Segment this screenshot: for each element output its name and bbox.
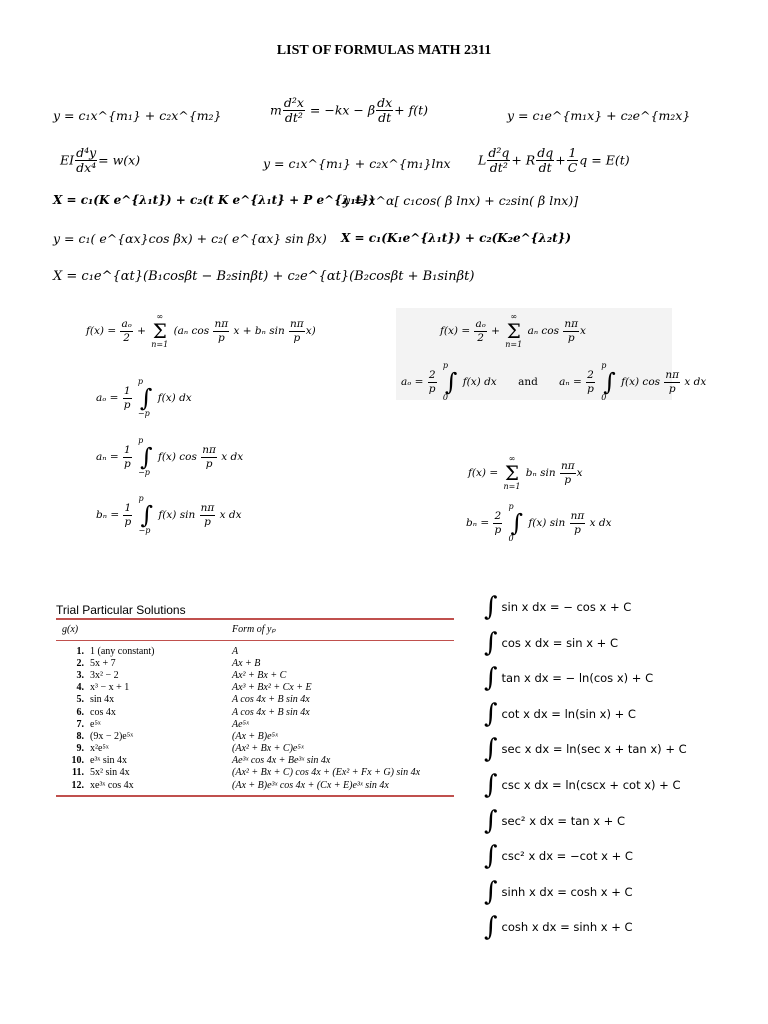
table-row <box>56 755 454 767</box>
table-cell-gx <box>56 755 232 766</box>
formula-term: f(x) cos <box>621 376 661 388</box>
row-number: 11. <box>72 767 84 779</box>
fraction <box>428 369 437 394</box>
formula-lrc-circuit <box>478 146 630 176</box>
numerator: nπ <box>202 444 216 457</box>
gx-value: 5x² sin 4x <box>90 767 130 779</box>
row-number: 9. <box>76 743 84 755</box>
integral-icon: ∫ <box>484 876 498 907</box>
row-number: 12. <box>71 779 84 791</box>
cosine-series: f(x) = $\frac{\text{aₒ}}{2}$ + ∞ Σ n=1 aₙ cos $\frac{n\pi}{p}$ x <box>440 312 586 349</box>
integral-icon: ∫ <box>484 770 498 800</box>
integral <box>601 362 616 402</box>
table-row <box>56 730 454 742</box>
row-number: 6. <box>76 706 84 718</box>
fraction <box>213 318 229 343</box>
integral <box>139 495 154 535</box>
table-row <box>56 706 454 718</box>
denominator: p <box>587 382 594 395</box>
numerator: 2 <box>494 510 502 523</box>
cosine-coefficients <box>401 362 706 402</box>
integral-icon: ∫ <box>484 698 498 729</box>
formula-term: aₒ = <box>401 376 424 388</box>
denominator: p <box>494 523 502 536</box>
sum-lower: n=1 <box>505 340 523 349</box>
table-cell-gx <box>56 670 232 681</box>
integral <box>509 503 524 543</box>
gx-value: sin 4x <box>90 694 115 706</box>
table-body <box>56 641 454 795</box>
row-number: 7. <box>76 718 84 730</box>
formula-term: bₙ sin <box>525 467 556 479</box>
formula-term: x <box>580 325 586 337</box>
fraction <box>493 510 502 535</box>
sum-lower: n=1 <box>151 340 169 349</box>
numerator: nπ <box>560 460 575 473</box>
numerator: d²q <box>488 145 510 160</box>
table-cell-yp: (Ax + B)e³ˣ cos 4x + (Cx + E)e³ˣ sin 4x <box>232 779 389 791</box>
formula-term: f(x) dx <box>462 376 497 388</box>
formula-term: x <box>576 467 583 479</box>
integral-icon: ∫ <box>603 368 616 396</box>
denominator: p <box>567 331 575 344</box>
denominator: dx⁴ <box>76 160 97 176</box>
denominator: 2 <box>123 331 130 344</box>
formula-system-distinct: X = c₁(K₁e^{λ₁t}) + c₂(K₂e^{λ₂t}) <box>341 231 572 245</box>
row-number: 8. <box>76 730 84 742</box>
integral-icon: ∫ <box>140 501 154 529</box>
fraction <box>123 385 132 410</box>
formula-term: = −kx − β <box>309 102 376 118</box>
table-cell-gx <box>56 682 232 693</box>
formula-term: + <box>555 152 566 168</box>
sum-upper: ∞ <box>508 454 516 463</box>
numerator: d⁴y <box>76 145 97 160</box>
numerator: nπ <box>214 318 229 331</box>
sigma-icon: Σ <box>152 319 167 343</box>
fraction <box>664 369 680 394</box>
integral-text: tan x dx = − ln(cos x) + C <box>501 671 654 686</box>
formula-term: EI <box>60 152 75 168</box>
formula-term: aₙ cos <box>527 325 560 337</box>
integral-icon: ∫ <box>444 368 458 396</box>
formula-term: + R <box>511 152 536 168</box>
integral-upper: p <box>137 377 143 386</box>
table-cell-yp: A cos 4x + B sin 4x <box>232 694 310 706</box>
fraction <box>75 146 97 176</box>
and-label: and <box>518 376 538 388</box>
integral-formula <box>484 628 618 658</box>
table-cell-yp: A <box>232 645 239 657</box>
integral-formula <box>484 592 631 622</box>
formula-term: f(x) sin <box>158 509 196 521</box>
integral-text: sec² x dx = tan x + C <box>501 813 625 828</box>
formula-term: = w(x) <box>98 152 141 168</box>
integral-lower: 0 <box>508 534 514 543</box>
denominator: p <box>204 515 211 528</box>
table-row <box>56 645 454 657</box>
table-row <box>56 779 454 791</box>
row-number: 10. <box>71 755 84 767</box>
numerator: 2 <box>587 369 594 382</box>
integral-text: csc² x dx = −cot x + C <box>501 849 633 864</box>
formula-repeated-root: y = c₁x^{m₁} + c₂x^{m₁}lnx <box>263 156 451 171</box>
table-cell-gx <box>56 719 232 730</box>
formula-term: x dx <box>219 509 242 521</box>
table-cell-gx <box>56 694 232 705</box>
denominator: p <box>124 457 131 470</box>
gx-value: cos 4x <box>90 706 116 718</box>
denominator: 2 <box>477 331 484 344</box>
table-cell-gx <box>56 731 232 742</box>
formula-beam <box>60 146 140 176</box>
table-rule <box>56 795 454 797</box>
row-number: 3. <box>76 669 84 681</box>
integral-text: sec x dx = ln(sec x + tan x) + C <box>501 742 687 757</box>
formula-system-complex: X = c₁e^{αt}(B₁cosβt − B₂sinβt) + c₂e^{αt}(B₂cosβt + B₁sinβt) <box>53 269 475 284</box>
fraction <box>123 502 132 527</box>
fraction <box>563 318 579 343</box>
fraction <box>560 460 576 485</box>
fraction <box>120 318 132 343</box>
formula-term: f(x) = <box>86 325 117 337</box>
fraction <box>289 318 305 343</box>
gx-value: e⁵ˣ <box>90 718 101 730</box>
gx-value: 5x + 7 <box>90 657 116 669</box>
formula-term: (aₙ cos <box>173 325 210 337</box>
formula-term: x dx <box>221 451 244 463</box>
formula-complex-roots: y = c₁( e^{αx}cos βx) + c₂( e^{αx} sin βx) <box>53 231 327 246</box>
formula-term: bₙ = <box>96 509 120 521</box>
integral-upper: p <box>508 502 514 511</box>
integral-icon: ∫ <box>140 443 153 471</box>
numerator: nπ <box>665 369 680 382</box>
numerator: 1 <box>568 145 577 160</box>
table-cell-gx <box>56 743 232 754</box>
table-cell-gx <box>56 646 232 657</box>
integral <box>443 362 458 402</box>
fourier-series-full: f(x) = $\frac{\text{aₒ}}{2}$ + ∞ Σ n=1 (aₙ cos $\frac{n\pi}{p}$ x + bₙ sin $\frac{n\pi}{p}$ x) <box>86 312 316 349</box>
formula-term: m <box>270 102 282 118</box>
denominator: p <box>668 382 676 395</box>
integral-text: cot x dx = ln(sin x) + C <box>501 706 636 721</box>
integral-icon: ∫ <box>139 384 153 412</box>
table-cell-gx <box>56 780 232 791</box>
gx-value: x³ − x + 1 <box>90 682 130 694</box>
trial-solutions-table <box>56 618 454 797</box>
numerator: 1 <box>123 385 131 398</box>
denominator: p <box>205 457 213 470</box>
table-cell-gx <box>56 767 232 778</box>
formula-term: + f(t) <box>394 102 429 118</box>
denominator: C <box>567 160 578 176</box>
table-row <box>56 718 454 730</box>
formula-term: f(x) = <box>440 325 471 337</box>
fourier-an <box>96 437 243 477</box>
formula-term: f(x) cos <box>157 451 197 463</box>
denominator: dt <box>378 110 392 126</box>
formula-term: x) <box>305 325 316 337</box>
row-number: 1. <box>76 645 84 657</box>
numerator: aₒ <box>475 318 486 331</box>
formula-cauchy-complex: y = x^α[ c₁cos( β lnx) + c₂sin( β lnx)] <box>343 193 579 208</box>
formula-term: L <box>478 152 487 168</box>
row-number: 4. <box>76 682 84 694</box>
integral-lower: −p <box>138 468 150 477</box>
sum-upper: ∞ <box>510 312 518 321</box>
summation <box>505 313 522 349</box>
integral-icon: ∫ <box>484 912 498 943</box>
numerator: 2 <box>428 369 436 382</box>
table-row <box>56 743 454 755</box>
denominator: p <box>217 331 225 344</box>
integral-formula <box>484 877 633 907</box>
formula-term: f(x) dx <box>157 392 192 404</box>
fraction <box>474 318 486 343</box>
integral-icon: ∫ <box>510 509 524 537</box>
table-cell-yp: Ax² + Bx + C <box>232 669 287 681</box>
integral-text: csc x dx = ln(cscx + cot x) + C <box>501 778 681 792</box>
fraction <box>536 146 554 176</box>
table-cell-gx <box>56 658 232 669</box>
denominator: p <box>124 515 132 528</box>
numerator: nπ <box>200 502 215 515</box>
denominator: p <box>428 382 436 395</box>
summation <box>151 313 168 349</box>
integral <box>138 378 153 418</box>
integral-formula <box>484 806 625 836</box>
integral-upper: p <box>442 361 448 370</box>
integral-icon: ∫ <box>484 841 498 872</box>
table-row <box>56 657 454 669</box>
numerator: 1 <box>124 444 131 457</box>
table-cell-yp: (Ax² + Bx + C) cos 4x + (Ex² + Fx + G) sin 4x <box>232 767 421 779</box>
formula-term: f(x) sin <box>528 517 566 529</box>
formula-term: bₙ = <box>466 517 490 529</box>
integral-formula <box>484 770 681 800</box>
table-cell-yp: (Ax + B)e⁵ˣ <box>232 730 278 742</box>
table-cell-yp: Ax + B <box>232 657 261 669</box>
integral-icon: ∫ <box>484 805 498 836</box>
fraction <box>586 369 595 394</box>
table-cell-yp: (Ax² + Bx + C)e⁵ˣ <box>232 743 304 755</box>
integral-formula <box>484 663 653 693</box>
denominator: p <box>564 473 572 486</box>
sine-coefficient <box>466 503 612 543</box>
summation <box>503 455 520 491</box>
formula-term: x + bₙ sin <box>233 325 285 337</box>
integral-upper: p <box>138 436 144 445</box>
formula-term: x dx <box>684 376 707 388</box>
formula-term: x dx <box>589 517 612 529</box>
table-row <box>56 669 454 681</box>
formula-term: aₙ = <box>559 376 582 388</box>
formula-system-repeated: X = c₁(K e^{λ₁t}) + c₂(t K e^{λ₁t} + P e^{λ₁t}) <box>53 193 375 207</box>
denominator: p <box>293 331 301 344</box>
row-number: 5. <box>76 694 84 706</box>
table-cell-gx <box>56 707 232 718</box>
numerator: nπ <box>290 318 304 331</box>
numerator: dx <box>377 95 393 110</box>
table-cell-yp: Ax³ + Bx² + Cx + E <box>232 682 312 694</box>
column-header-yp: Form of yₚ <box>232 624 276 635</box>
numerator: aₒ <box>121 318 132 331</box>
formula-term: aₒ = <box>96 392 119 404</box>
page-title: LIST OF FORMULAS MATH 2311 <box>276 43 492 58</box>
formula-term: f(x) = <box>468 467 499 479</box>
fourier-bn <box>96 495 242 535</box>
fraction <box>283 96 305 126</box>
formula-spring-mass <box>270 96 428 126</box>
integral <box>138 437 153 477</box>
denominator: dt² <box>489 160 508 176</box>
integral-lower: −p <box>137 409 150 418</box>
formula-term: q = E(t) <box>579 152 630 168</box>
integral-upper: p <box>601 361 607 370</box>
denominator: dt <box>538 160 552 176</box>
gx-value: 3x² − 2 <box>90 669 119 681</box>
gx-value: xe³ˣ cos 4x <box>90 779 134 791</box>
sigma-icon: Σ <box>504 461 520 485</box>
fraction <box>487 146 510 176</box>
table-row <box>56 682 454 694</box>
table-cell-yp: A cos 4x + B sin 4x <box>232 706 310 718</box>
sum-upper: ∞ <box>156 312 164 321</box>
numerator: nπ <box>570 510 585 523</box>
integral-text: cos x dx = sin x + C <box>501 635 618 650</box>
integral-upper: p <box>138 494 144 503</box>
fraction <box>200 502 216 527</box>
fraction <box>570 510 586 535</box>
sum-lower: n=1 <box>503 482 521 491</box>
fraction <box>567 146 579 176</box>
integral-text: cosh x dx = sinh x + C <box>501 920 633 935</box>
table-cell-yp: Ae³ˣ cos 4x + Be³ˣ sin 4x <box>232 755 331 767</box>
formula-euler-cauchy: y = c₁x^{m₁} + c₂x^{m₂} <box>53 108 222 123</box>
fourier-a0 <box>96 378 192 418</box>
formula-exponential: y = c₁e^{m₁x} + c₂e^{m₂x} <box>507 108 691 123</box>
integral-formula <box>484 699 636 729</box>
numerator: d²x <box>283 95 304 110</box>
integral-lower: 0 <box>442 393 448 402</box>
numerator: dq <box>537 145 554 160</box>
column-header-gx: g(x) <box>62 624 79 635</box>
integral-text: sinh x dx = cosh x + C <box>501 884 633 899</box>
integral-icon: ∫ <box>484 592 498 622</box>
integral-formula <box>484 841 633 871</box>
gx-value: x²e⁵ˣ <box>90 743 109 755</box>
table-title: Trial Particular Solutions <box>56 603 186 617</box>
table-header <box>56 620 454 640</box>
table-row <box>56 694 454 706</box>
gx-value: e³ˣ sin 4x <box>90 755 127 767</box>
sigma-icon: Σ <box>506 319 521 343</box>
integral-icon: ∫ <box>484 627 498 658</box>
gx-value: (9x − 2)e⁵ˣ <box>90 730 134 742</box>
integral-formula <box>484 734 687 764</box>
gx-value: 1 (any constant) <box>90 645 155 657</box>
denominator: p <box>574 523 581 536</box>
numerator: nπ <box>564 318 579 331</box>
fraction <box>201 444 217 469</box>
fraction <box>123 444 132 469</box>
denominator: p <box>123 398 131 411</box>
denominator: dt² <box>284 110 303 126</box>
integral-lower: 0 <box>601 393 607 402</box>
numerator: 1 <box>124 502 132 515</box>
fraction <box>376 96 393 126</box>
integral-text: sin x dx = − cos x + C <box>501 600 632 614</box>
integral-icon: ∫ <box>484 734 498 765</box>
integral-formula <box>484 912 633 942</box>
table-row <box>56 767 454 779</box>
formula-term: aₙ = <box>96 451 119 463</box>
sine-series <box>468 455 583 491</box>
row-number: 2. <box>76 657 84 669</box>
table-cell-yp: Ae⁵ˣ <box>232 718 249 730</box>
integral-lower: −p <box>138 526 151 535</box>
integral-icon: ∫ <box>484 663 498 694</box>
